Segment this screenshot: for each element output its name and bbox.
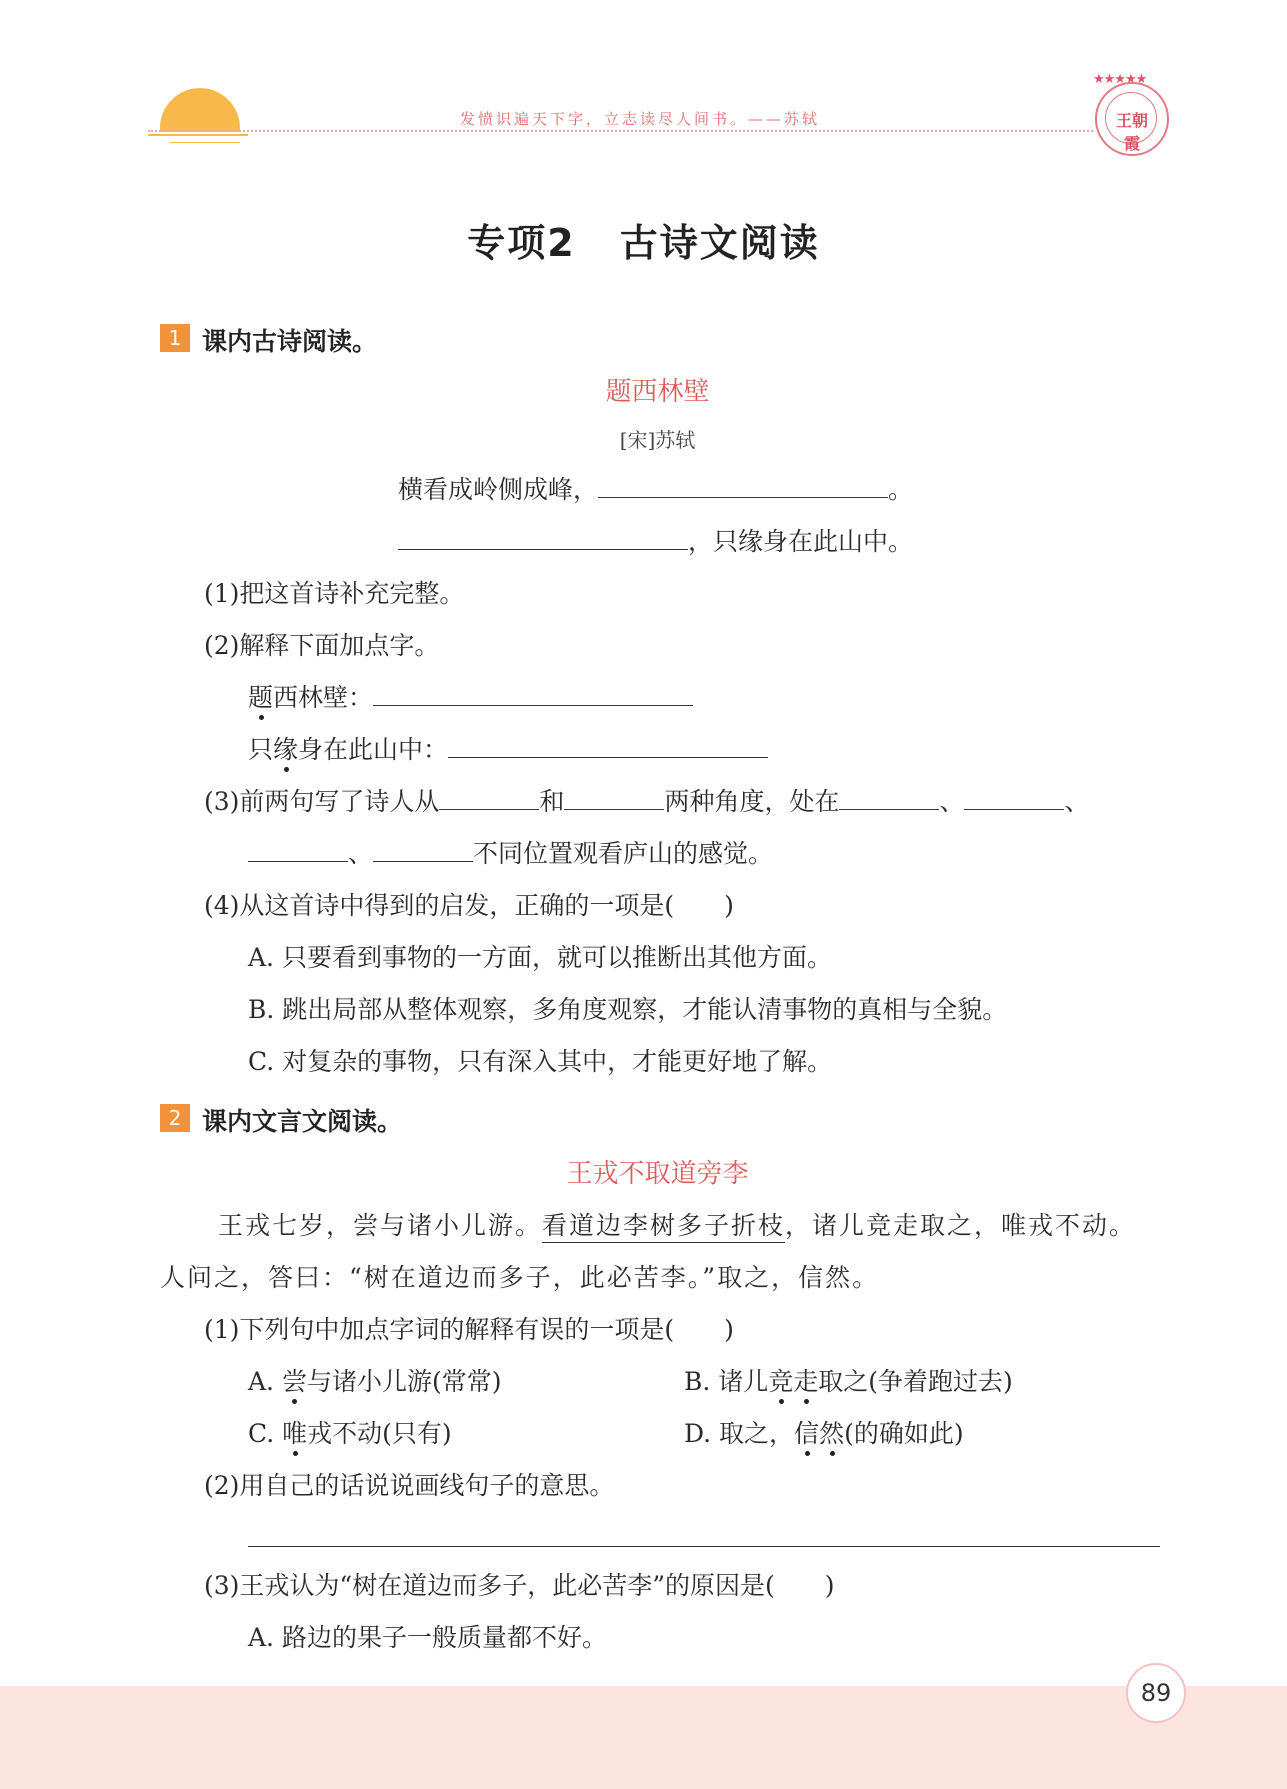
poem-author: [宋]苏轼 (619, 428, 696, 452)
q2-sub3-option-a[interactable]: A. 路边的果子一般质量都不好。 (248, 1623, 607, 1652)
answer-blank[interactable] (373, 681, 693, 706)
header-motto: 发愤识遍天下字，立志读尽人间书。——苏轼 (460, 110, 821, 128)
answer-blank[interactable] (248, 837, 348, 862)
q2-option-c[interactable]: C. 唯戎不动(只有) (248, 1419, 452, 1448)
answer-blank[interactable] (439, 785, 539, 810)
q1-sub4: (4)从这首诗中得到的启发，正确的一项是( ) (204, 891, 734, 920)
answer-blank[interactable] (964, 785, 1064, 810)
stamp-text: 王朝霞 (1115, 111, 1148, 153)
q1-option-c[interactable]: C. 对复杂的事物，只有深入其中，才能更好地了解。 (248, 1047, 833, 1076)
q1-option-a[interactable]: A. 只要看到事物的一方面，就可以推断出其他方面。 (248, 943, 832, 972)
author-stamp-logo (1095, 82, 1169, 156)
q1-word2: 只缘身在此山中： (248, 730, 768, 766)
poem-line-2: ，只缘身在此山中。 (398, 522, 913, 558)
header-divider (148, 130, 1093, 132)
answer-line[interactable] (248, 1546, 1160, 1547)
question-number-1: 1 (160, 324, 190, 352)
title-part2: 古诗文阅读 (619, 221, 820, 265)
poem-title: 题西林壁 (605, 377, 710, 407)
sunset-line (170, 142, 240, 143)
q2-option-d[interactable]: D. 取之，信然(的确如此) (684, 1419, 964, 1448)
q1-sub3-cont: 、 不同位置观看庐山的感觉。 (248, 834, 773, 870)
passage-line-1: 王戎七岁，尝与诸小儿游。看道边李树多子折枝，诸儿竞走取之，唯戎不动。 (218, 1206, 1136, 1242)
q1-word1: 题西林壁： (248, 678, 693, 714)
answer-blank[interactable] (564, 785, 664, 810)
poem-line-1: 横看成岭侧成峰， 。 (398, 475, 914, 504)
page-number: 89 (1126, 1663, 1186, 1723)
star-icons: ★★★★★ (1093, 72, 1147, 87)
title-part1: 专项2 (467, 221, 576, 265)
q1-sub2: (2)解释下面加点字。 (204, 631, 440, 660)
answer-blank[interactable] (448, 733, 768, 758)
q1-sub1: (1)把这首诗补充完整。 (204, 579, 465, 608)
q2-sub3: (3)王戎认为“树在道边而多子，此必苦李”的原因是( ) (204, 1571, 835, 1600)
q1-sub3: (3)前两句写了诗人从 和 两种角度，处在 、 、 (204, 787, 1090, 816)
text-title: 王戎不取道旁李 (566, 1159, 749, 1189)
q1-option-b[interactable]: B. 跳出局部从整体观察，多角度观察，才能认清事物的真相与全貌。 (248, 995, 1008, 1024)
q2-sub2: (2)用自己的话说说画线句子的意思。 (204, 1471, 615, 1500)
question-number-2: 2 (160, 1104, 190, 1132)
answer-blank[interactable] (398, 525, 688, 550)
sunset-decoration (160, 88, 240, 132)
question-heading-1: 课内古诗阅读。 (202, 327, 378, 356)
answer-blank[interactable] (598, 473, 888, 498)
answer-blank[interactable] (839, 785, 939, 810)
page-title (0, 212, 1287, 267)
q2-sub1: (1)下列句中加点字词的解释有误的一项是( ) (204, 1315, 734, 1344)
answer-blank[interactable] (373, 837, 473, 862)
footer-band (0, 1686, 1287, 1789)
sunset-line (148, 134, 248, 136)
passage-line-2: 人问之，答曰：“树在道边而多子，此必苦李。”取之，信然。 (160, 1263, 880, 1292)
question-heading-2: 课内文言文阅读。 (202, 1107, 403, 1136)
q2-option-a[interactable]: A. 尝与诸小儿游(常常) (248, 1367, 502, 1396)
q2-option-b[interactable]: B. 诸儿竞走取之(争着跑过去) (684, 1367, 1013, 1396)
underlined-sentence: 看道边李树多子折枝 (542, 1211, 785, 1243)
